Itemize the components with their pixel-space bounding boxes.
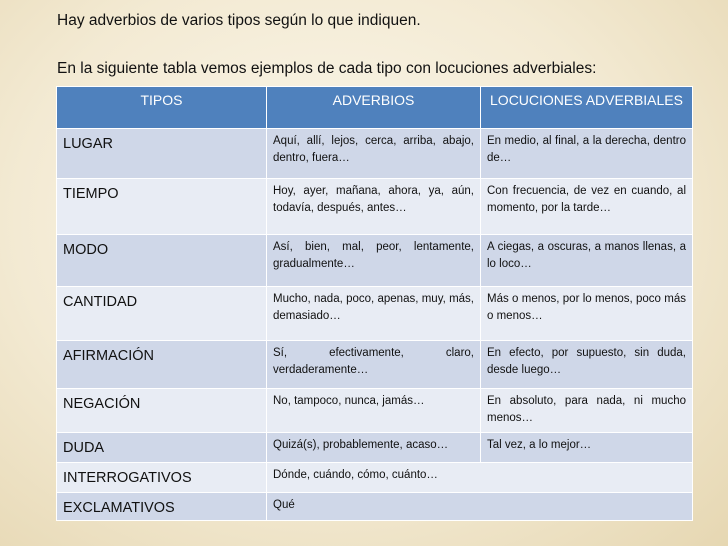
cell-adverbios: Sí, efectivamente, claro, verdaderamente… bbox=[267, 341, 481, 389]
intro-line-2: En la siguiente tabla vemos ejemplos de cada tipo con locuciones adverbiales: bbox=[57, 60, 597, 77]
cell-adverbios: Hoy, ayer, mañana, ahora, ya, aún, todavía, después, antes… bbox=[267, 179, 481, 235]
cell-locuciones: En efecto, por supuesto, sin duda, desde luego… bbox=[481, 341, 693, 389]
table-row-modo bbox=[57, 235, 693, 287]
table-row-exclamativos bbox=[57, 493, 693, 521]
cell-tipo: MODO bbox=[57, 235, 267, 287]
table-header-row bbox=[57, 87, 693, 129]
cell-tipo: LUGAR bbox=[57, 129, 267, 179]
table-row-tiempo bbox=[57, 179, 693, 235]
cell-tipo: AFIRMACIÓN bbox=[57, 341, 267, 389]
table-row-lugar bbox=[57, 129, 693, 179]
cell-adverbios: Dónde, cuándo, cómo, cuánto… bbox=[267, 463, 693, 493]
cell-locuciones: Con frecuencia, de vez en cuando, al momento, por la tarde… bbox=[481, 179, 693, 235]
header-adverbios: ADVERBIOS bbox=[267, 87, 481, 129]
cell-adverbios: Aquí, allí, lejos, cerca, arriba, abajo, dentro, fuera… bbox=[267, 129, 481, 179]
cell-adverbios: No, tampoco, nunca, jamás… bbox=[267, 389, 481, 433]
cell-tipo: NEGACIÓN bbox=[57, 389, 267, 433]
cell-tipo: CANTIDAD bbox=[57, 287, 267, 341]
table-row-negacion bbox=[57, 389, 693, 433]
header-locuciones: LOCUCIONES ADVERBIALES bbox=[481, 87, 693, 129]
cell-tipo: INTERROGATIVOS bbox=[57, 463, 267, 493]
cell-locuciones: En medio, al final, a la derecha, dentro de… bbox=[481, 129, 693, 179]
cell-adverbios: Qué bbox=[267, 493, 693, 521]
table-row-afirmacion bbox=[57, 341, 693, 389]
cell-locuciones: Más o menos, por lo menos, poco más o menos… bbox=[481, 287, 693, 341]
cell-adverbios: Mucho, nada, poco, apenas, muy, más, demasiado… bbox=[267, 287, 481, 341]
cell-tipo: EXCLAMATIVOS bbox=[57, 493, 267, 521]
cell-locuciones: Tal vez, a lo mejor… bbox=[481, 433, 693, 463]
header-tipos: TIPOS bbox=[57, 87, 267, 129]
table-row-interrogativos bbox=[57, 463, 693, 493]
cell-locuciones: A ciegas, a oscuras, a manos llenas, a lo loco… bbox=[481, 235, 693, 287]
cell-tipo: DUDA bbox=[57, 433, 267, 463]
table-row-duda bbox=[57, 433, 693, 463]
cell-tipo: TIEMPO bbox=[57, 179, 267, 235]
adverbs-table bbox=[56, 86, 693, 521]
table-row-cantidad bbox=[57, 287, 693, 341]
cell-locuciones: En absoluto, para nada, ni mucho menos… bbox=[481, 389, 693, 433]
cell-adverbios: Quizá(s), probablemente, acaso… bbox=[267, 433, 481, 463]
intro-line-1: Hay adverbios de varios tipos según lo que indiquen. bbox=[57, 12, 421, 29]
cell-adverbios: Así, bien, mal, peor, lentamente, gradualmente… bbox=[267, 235, 481, 287]
